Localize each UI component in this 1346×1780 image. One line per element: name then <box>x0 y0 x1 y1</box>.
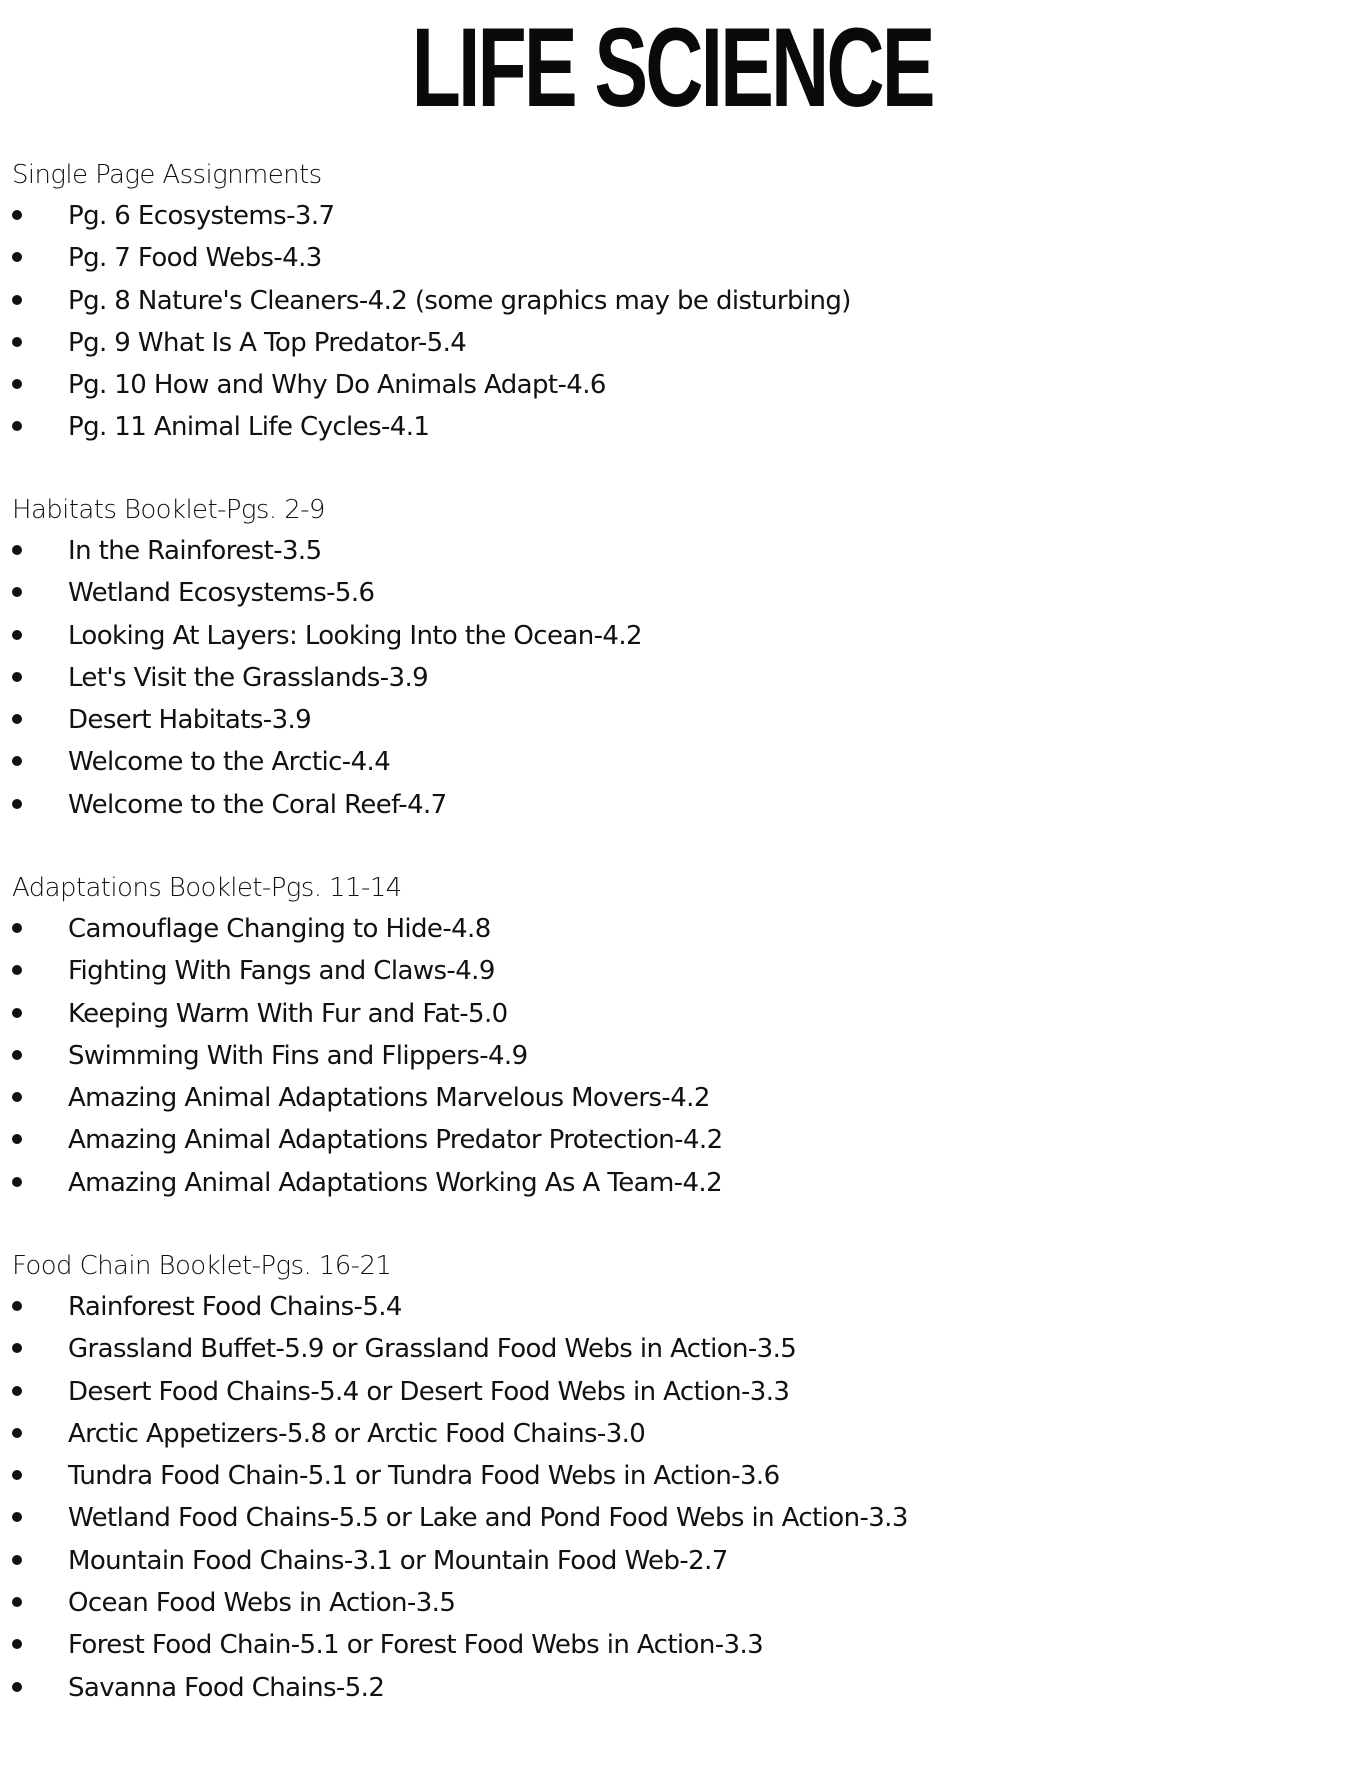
bullet-icon <box>12 545 22 555</box>
page-title: LIFE SCIENCE <box>411 5 933 130</box>
item-text: Arctic Appetizers-5.8 or Arctic Food Chains-3.0 <box>68 1418 646 1449</box>
bullet-icon <box>12 1092 22 1102</box>
bullet-icon <box>12 1512 22 1522</box>
item-text: Pg. 7 Food Webs-4.3 <box>68 243 322 274</box>
item-text: Desert Habitats-3.9 <box>68 705 312 736</box>
list-item <box>12 1162 1332 1204</box>
item-text: Pg. 6 Ecosystems-3.7 <box>68 201 335 231</box>
bullet-icon <box>12 672 22 682</box>
bullet-icon <box>12 210 22 220</box>
section-adaptations-booklet <box>12 868 1332 1204</box>
item-text: Wetland Ecosystems-5.6 <box>68 578 375 609</box>
list-item <box>12 364 1332 406</box>
list-item <box>12 530 1332 572</box>
item-text: Ocean Food Webs in Action-3.5 <box>68 1588 456 1619</box>
list-item <box>12 195 1332 237</box>
bullet-icon <box>12 1134 22 1144</box>
section-food-chain-booklet <box>12 1246 1332 1709</box>
list-item <box>12 657 1332 699</box>
list-item <box>12 908 1332 950</box>
list-item <box>12 950 1332 992</box>
assignment-list <box>12 195 1332 449</box>
item-text: Welcome to the Arctic-4.4 <box>68 747 391 778</box>
bullet-icon <box>12 379 22 389</box>
bullet-icon <box>12 965 22 975</box>
list-item <box>12 1119 1332 1161</box>
list-item <box>12 1286 1332 1328</box>
list-item <box>12 699 1332 741</box>
list-item <box>12 1540 1332 1582</box>
bullet-icon <box>12 295 22 305</box>
item-text: Tundra Food Chain-5.1 or Tundra Food Webs in Action-3.6 <box>68 1461 780 1492</box>
item-text: Let's Visit the Grasslands-3.9 <box>68 662 429 693</box>
assignment-list <box>12 530 1332 826</box>
list-item <box>12 1497 1332 1539</box>
list-item <box>12 1371 1332 1413</box>
bullet-icon <box>12 923 22 933</box>
bullet-icon <box>12 337 22 347</box>
item-text: Welcome to the Coral Reef-4.7 <box>68 789 447 820</box>
list-item <box>12 406 1332 448</box>
section-heading: Habitats Booklet-Pgs. 2-9 <box>12 495 325 525</box>
section-habitats-booklet <box>12 490 1332 826</box>
bullet-icon <box>12 1682 22 1692</box>
section-single-page-assignments <box>12 155 1332 449</box>
bullet-icon <box>12 1639 22 1649</box>
item-text: Savanna Food Chains-5.2 <box>68 1672 385 1703</box>
section-heading: Single Page Assignments <box>12 160 322 190</box>
list-item <box>12 1035 1332 1077</box>
list-item <box>12 1667 1332 1709</box>
bullet-icon <box>12 252 22 262</box>
item-text: Desert Food Chains-5.4 or Desert Food Webs in Action-3.3 <box>68 1376 790 1407</box>
list-item <box>12 993 1332 1035</box>
item-text: Pg. 10 How and Why Do Animals Adapt-4.6 <box>68 370 606 401</box>
bullet-icon <box>12 1386 22 1396</box>
list-item <box>12 784 1332 826</box>
bullet-icon <box>12 1597 22 1607</box>
item-text: In the Rainforest-3.5 <box>68 536 322 566</box>
list-item <box>12 1413 1332 1455</box>
list-item <box>12 280 1332 322</box>
bullet-icon <box>12 799 22 809</box>
list-item <box>12 1328 1332 1370</box>
item-text: Pg. 9 What Is A Top Predator-5.4 <box>68 327 467 358</box>
item-text: Amazing Animal Adaptations Predator Protection-4.2 <box>68 1125 723 1156</box>
list-item <box>12 1455 1332 1497</box>
list-item <box>12 741 1332 783</box>
assignment-list <box>12 908 1332 1204</box>
list-item <box>12 322 1332 364</box>
bullet-icon <box>12 421 22 431</box>
bullet-icon <box>12 1428 22 1438</box>
item-text: Rainforest Food Chains-5.4 <box>68 1292 402 1322</box>
item-text: Fighting With Fangs and Claws-4.9 <box>68 956 495 987</box>
section-heading: Food Chain Booklet-Pgs. 16-21 <box>12 1251 392 1281</box>
item-text: Amazing Animal Adaptations Marvelous Movers-4.2 <box>68 1083 710 1114</box>
bullet-icon <box>12 1301 22 1311</box>
bullet-icon <box>12 714 22 724</box>
item-text: Forest Food Chain-5.1 or Forest Food Webs in Action-3.3 <box>68 1630 764 1661</box>
bullet-icon <box>12 587 22 597</box>
item-text: Mountain Food Chains-3.1 or Mountain Food Web-2.7 <box>68 1545 728 1576</box>
item-text: Grassland Buffet-5.9 or Grassland Food Webs in Action-3.5 <box>68 1334 797 1365</box>
bullet-icon <box>12 1343 22 1353</box>
bullet-icon <box>12 1008 22 1018</box>
item-text: Camouflage Changing to Hide-4.8 <box>68 914 491 944</box>
list-item <box>12 1624 1332 1666</box>
item-text: Amazing Animal Adaptations Working As A Team-4.2 <box>68 1167 723 1198</box>
list-item <box>12 1582 1332 1624</box>
assignment-list <box>12 1286 1332 1709</box>
bullet-icon <box>12 756 22 766</box>
bullet-icon <box>12 1470 22 1480</box>
bullet-icon <box>12 1050 22 1060</box>
item-text: Swimming With Fins and Flippers-4.9 <box>68 1040 528 1071</box>
bullet-icon <box>12 630 22 640</box>
item-text: Keeping Warm With Fur and Fat-5.0 <box>68 998 508 1029</box>
item-text: Wetland Food Chains-5.5 or Lake and Pond Food Webs in Action-3.3 <box>68 1503 908 1534</box>
section-heading: Adaptations Booklet-Pgs. 11-14 <box>12 873 402 903</box>
list-item <box>12 572 1332 614</box>
bullet-icon <box>12 1555 22 1565</box>
item-text: Pg. 8 Nature's Cleaners-4.2 (some graphics may be disturbing) <box>68 285 851 316</box>
list-item <box>12 1077 1332 1119</box>
list-item <box>12 237 1332 279</box>
list-item <box>12 615 1332 657</box>
bullet-icon <box>12 1177 22 1187</box>
item-text: Looking At Layers: Looking Into the Ocean-4.2 <box>68 620 642 651</box>
item-text: Pg. 11 Animal Life Cycles-4.1 <box>68 412 430 443</box>
